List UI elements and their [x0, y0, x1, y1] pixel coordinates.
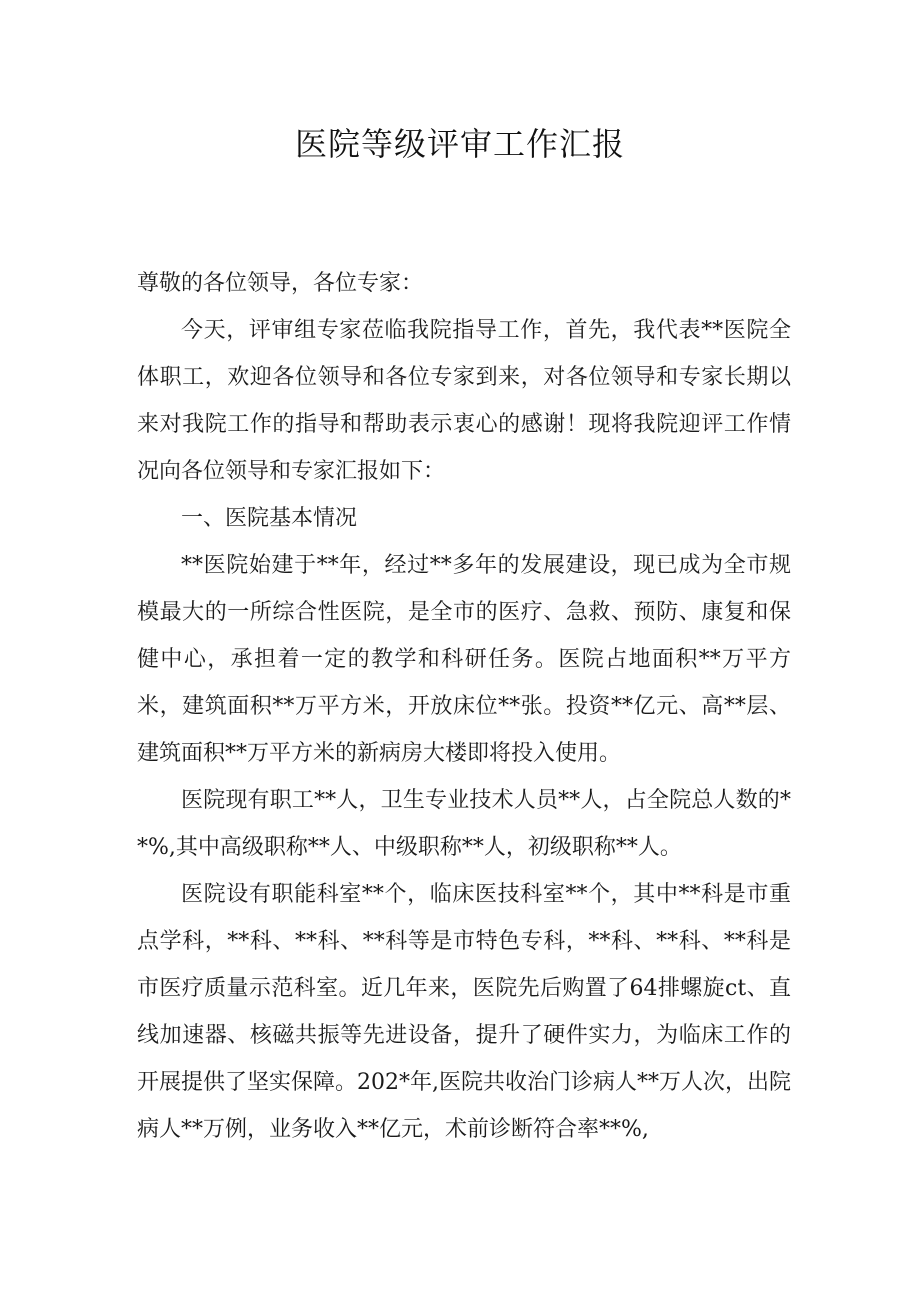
paragraph-history: **医院始建于**年，经过**多年的发展建设，现已成为全市规模最大的一所综合性医院，是全市的医疗、急救、预防、康复和保健中心，承担着一定的教学和科研任务。医院占地面积**万平方米，建筑面积**万平方米，开放床位**张。投资**亿元、高**层、建筑面积**万平方米的新病房大楼即将投入使用。 [137, 553, 791, 766]
paragraph-intro: 今天，评审组专家莅临我院指导工作，首先，我代表**医院全体职工，欢迎各位领导和各位专家到来，对各位领导和专家长期以来对我院工作的指导和帮助表示衷心的感谢！现将我院迎评工作情况向各位领导和专家汇报如下： [137, 318, 791, 484]
paragraph-staff: 医院现有职工**人，卫生专业技术人员**人，占全院总人数的**%,其中高级职称**人、中级职称**人，初级职称**人。 [137, 788, 791, 860]
document-title: 医院等级评审工作汇报 [294, 125, 625, 163]
salutation: 尊敬的各位领导，各位专家： [137, 271, 424, 296]
document-body [137, 260, 791, 1153]
paragraph-departments: 医院设有职能科室**个，临床医技科室**个，其中**科是市重点学科，**科、**科、**科等是市特色专科，**科、**科、**科是市医疗质量示范科室。近几年来，医院先后购置了64排螺旋ct、直线加速器、核磁共振等先进设备，提升了硬件实力，为临床工作的开展提供了坚实保障。202*年,医院共收治门诊病人**万人次，出院病人**万例，业务收入**亿元，术前诊断符合率**%, [137, 882, 791, 1142]
section-heading: 一、医院基本情况 [181, 506, 358, 531]
